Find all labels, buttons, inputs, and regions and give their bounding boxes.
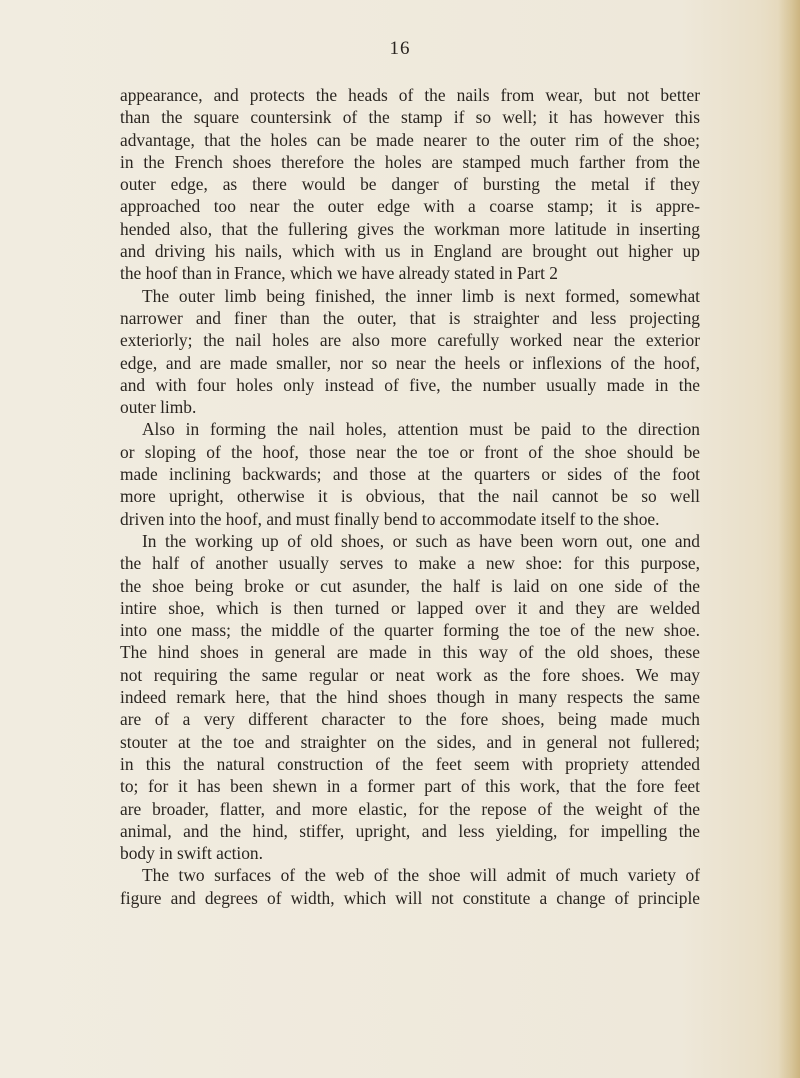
text-line: and driving his nails, which with us in England are brought out higher up [120,241,700,262]
text-line: into one mass; the middle of the quarter forming the toe of the new shoe. [120,620,700,641]
text-line: exteriorly; the nail holes are also more carefully worked near the exterior [120,330,700,351]
text-line: in the French shoes therefore the holes are stamped much farther from the [120,151,700,172]
text-line: indeed remark here, that the hind shoes though in many respects the same [120,687,700,708]
text-line: driven into the hoof, and must finally bend to accommodate itself to the shoe. [120,508,660,529]
text-line: and with four holes only instead of five, the number usually made in the [120,374,700,395]
text-line: approached too near the outer edge with a coarse stamp; it is appre- [120,196,700,217]
text-line: The outer limb being finished, the inner limb is next formed, somewhat [142,285,700,306]
text-line: The two surfaces of the web of the shoe will admit of much variety of [142,865,700,886]
text-line: The hind shoes in general are made in this way of the old shoes, these [120,642,700,663]
text-line: animal, and the hind, stiffer, upright, and less yielding, for impelling the [120,820,700,841]
text-line: the shoe being broke or cut asunder, the half is laid on one side of the [120,575,700,596]
text-line: not requiring the same regular or neat work as the fore shoes. We may [120,664,700,685]
text-line: Also in forming the nail holes, attention must be paid to the direction [142,419,700,440]
page-number: 16 [389,38,411,59]
text-line: stouter at the toe and straighter on the sides, and in general not fullered; [120,731,700,752]
page-edge-shading [778,0,800,1078]
text-line: than the square countersink of the stamp if so well; it has however this [120,107,700,128]
text-line: intire shoe, which is then turned or lapped over it and they are welded [120,597,700,618]
text-line: narrower and finer than the outer, that is straighter and less projecting [120,307,700,328]
text-line: appearance, and protects the heads of the nails from wear, but not better [120,85,700,105]
body-text [120,84,700,909]
text-line: in this the natural construction of the feet seem with propriety attended [120,753,700,774]
text-line: the hoof than in France, which we have already stated in Part 2 [120,263,559,284]
text-line: advantage, that the holes can be made nearer to the outer rim of the shoe; [120,129,700,150]
text-line: the half of another usually serves to make a new shoe: for this purpose, [120,553,700,574]
text-line: more upright, otherwise it is obvious, that the nail cannot be so well [120,486,700,507]
text-line: or sloping of the hoof, those near the toe or front of the shoe should be [120,441,700,462]
text-line: outer limb. [120,397,197,418]
text-line: In the working up of old shoes, or such as have been worn out, one and [142,530,700,551]
text-line: are broader, flatter, and more elastic, for the repose of the weight of the [120,798,700,819]
text-line: figure and degrees of width, which will not constitute a change of principle [120,887,700,908]
text-line: outer edge, as there would be danger of bursting the metal if they [120,174,700,195]
text-line: edge, and are made smaller, nor so near the heels or inflexions of the hoof, [120,352,700,373]
text-line: hended also, that the fullering gives the workman more latitude in inserting [120,218,700,239]
text-line: body in swift action. [120,843,263,864]
text-line: made inclining backwards; and those at the quarters or sides of the foot [120,464,700,485]
text-line: are of a very different character to the fore shoes, being made much [120,709,700,730]
text-line: to; for it has been shewn in a former part of this work, that the fore feet [120,776,700,797]
